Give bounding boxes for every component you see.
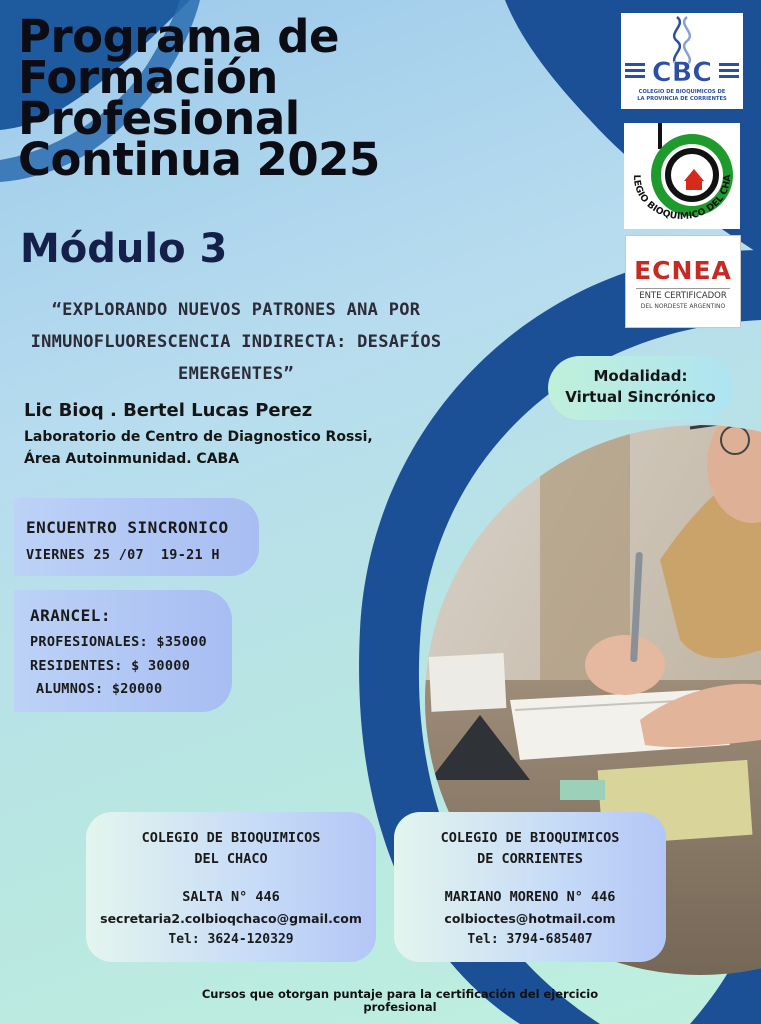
title-line: Programa de [18, 10, 340, 63]
ecnea-divider [636, 288, 730, 289]
contact-org: DEL CHACO [194, 851, 268, 867]
fees-info [14, 590, 232, 712]
contact-address: SALTA N° 446 [182, 889, 280, 905]
contact-card-corrientes [394, 812, 666, 962]
modality-value: Virtual Sincrónico [565, 388, 716, 406]
cbc-subtitle: COLEGIO DE BIOQUIMICOS DE [638, 89, 726, 95]
cbc-logo-graphic [621, 13, 743, 109]
footer-line: profesional [363, 1000, 437, 1014]
topic-line: INMUNOFLUORESCENCIA INDIRECTA: DESAFÍOS [30, 332, 442, 352]
module-label: Módulo 3 [20, 226, 228, 272]
course-topic [0, 294, 472, 390]
contact-phone: Tel: 3794-685407 [467, 932, 593, 947]
fee-professionals: PROFESIONALES: $35000 [30, 634, 207, 650]
contact-card-chaco [86, 812, 376, 962]
speaker-name: Lic Bioq . Bertel Lucas Perez [24, 400, 313, 421]
ecnea-subtitle: ENTE CERTIFICADOR [639, 291, 727, 301]
modality-label: Modalidad: [593, 367, 688, 385]
contact-org: DE CORRIENTES [477, 851, 583, 867]
meeting-info [14, 498, 259, 576]
colegio-chaco-logo [624, 123, 740, 229]
ecnea-subtitle-small: DEL NORDESTE ARGENTINO [640, 303, 726, 310]
modality-badge [548, 356, 733, 420]
ecnea-logo [625, 235, 741, 328]
contact-address: MARIANO MORENO N° 446 [444, 889, 616, 905]
affiliation-line: Laboratorio de Centro de Diagnostico Rossi, [24, 429, 373, 445]
chaco-logo-graphic [624, 123, 740, 229]
page-title [18, 10, 448, 186]
contact-email[interactable]: colbioctes@hotmail.com [444, 911, 616, 926]
meeting-schedule: VIERNES 25 /07 19-21 H [26, 547, 220, 563]
contact-org: COLEGIO DE BIOQUIMICOS [141, 830, 321, 846]
ecnea-name: ECNEA [634, 256, 732, 285]
cbc-initials: CBC [651, 57, 713, 88]
footer-note [190, 988, 610, 1014]
topic-line: “EXPLORANDO NUEVOS PATRONES ANA POR [51, 300, 421, 320]
topic-line: EMERGENTES” [178, 364, 294, 384]
chaco-ring-text: LEGIO BIOQUIMICO DEL CHA [630, 174, 734, 223]
fee-students: ALUMNOS: $20000 [36, 681, 163, 697]
fee-residents: RESIDENTES: $ 30000 [30, 657, 191, 674]
title-line: Formación [18, 51, 278, 104]
cbc-subtitle: LA PROVINCIA DE CORRIENTES [637, 96, 727, 102]
contact-phone: Tel: 3624-120329 [168, 932, 294, 947]
meeting-heading: ENCUENTRO SINCRONICO [26, 518, 229, 537]
footer-line: Cursos que otorgan puntaje para la certificación del ejercicio [201, 987, 599, 1001]
contact-email[interactable]: secretaria2.colbioqchaco@gmail.com [100, 911, 362, 926]
cbc-logo [621, 13, 743, 109]
affiliation-line: Área Autoinmunidad. CABA [24, 451, 240, 467]
title-line: Continua 2025 [18, 133, 380, 186]
contact-org: COLEGIO DE BIOQUIMICOS [440, 830, 620, 846]
speaker-affiliation [24, 426, 404, 470]
fees-heading: ARANCEL: [30, 606, 112, 625]
title-line: Profesional [18, 92, 300, 145]
